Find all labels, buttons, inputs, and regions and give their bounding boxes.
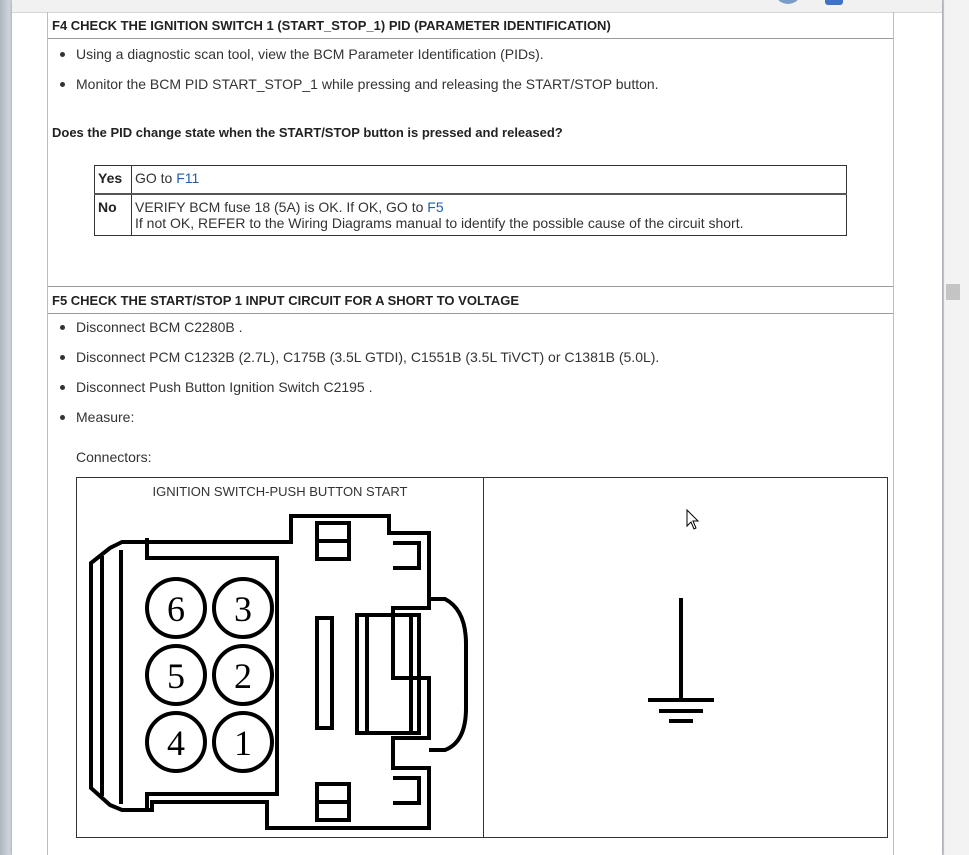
- list-item: [76, 45, 544, 63]
- scrollbar-track[interactable]: [944, 0, 969, 855]
- no-key: No: [95, 194, 132, 236]
- table-row-no: [95, 194, 847, 236]
- ground-symbol-icon: [483, 478, 889, 837]
- yes-result: [132, 166, 847, 195]
- connector-cell: [77, 478, 484, 837]
- step-f4-question: Does the PID change state when the START/STOP button is pressed and released?: [52, 125, 563, 140]
- pin-6-label: 6: [167, 589, 185, 629]
- no-result: [132, 194, 847, 236]
- link-f5[interactable]: F5: [427, 199, 444, 215]
- user-avatar[interactable]: [774, 0, 802, 4]
- procedure-content: [47, 12, 894, 855]
- pin-4-label: 4: [167, 723, 185, 763]
- step-f4-header: F4 CHECK THE IGNITION SWITCH 1 (START_STOP_1) PID (PARAMETER IDENTIFICATION): [48, 12, 893, 39]
- list-item: [76, 75, 659, 93]
- no-text-1: VERIFY BCM fuse 18 (5A) is OK. If OK, GO to: [135, 199, 428, 215]
- connector-diagram: [76, 477, 888, 838]
- mouse-cursor-icon: [686, 509, 700, 531]
- yes-text: GO to: [135, 170, 177, 186]
- bullet-dot: [60, 82, 65, 87]
- yes-no-table: [94, 165, 847, 236]
- link-f11[interactable]: F11: [176, 170, 200, 186]
- no-text-2: If not OK, REFER to the Wiring Diagrams manual to identify the possible cause of the circuit short.: [135, 215, 744, 231]
- scrollbar-thumb[interactable]: [946, 284, 960, 300]
- pin-array: [77, 478, 483, 837]
- list-item: [76, 318, 243, 336]
- list-item-text: Measure:: [76, 409, 135, 425]
- connector-title: IGNITION SWITCH-PUSH BUTTON START: [152, 484, 408, 499]
- list-item-text: Monitor the BCM PID START_STOP_1 while pressing and releasing the START/STOP button.: [76, 76, 659, 92]
- bullet-dot: [60, 415, 65, 420]
- list-item-text: Using a diagnostic scan tool, view the BCM Parameter Identification (PIDs).: [76, 46, 544, 62]
- yes-key: Yes: [95, 166, 132, 195]
- pin-1-label: 1: [234, 723, 252, 763]
- bullet-dot: [60, 385, 65, 390]
- list-item: [76, 348, 659, 366]
- pin-3-label: 3: [234, 589, 252, 629]
- bullet-dot: [60, 355, 65, 360]
- list-item: [76, 378, 373, 396]
- bullet-dot: [60, 325, 65, 330]
- list-item-text: Disconnect Push Button Ignition Switch C2195 .: [76, 379, 373, 395]
- notification-icon[interactable]: [825, 0, 843, 5]
- table-row-yes: [95, 166, 847, 195]
- list-item-text: Disconnect BCM C2280B .: [76, 319, 243, 335]
- list-item-text: Disconnect PCM C1232B (2.7L), C175B (3.5L GTDI), C1551B (3.5L TiVCT) or C1381B (5.0L).: [76, 349, 660, 365]
- pin-2-label: 2: [234, 656, 252, 696]
- connectors-label: Connectors:: [76, 449, 152, 465]
- bullet-dot: [60, 52, 65, 57]
- step-f5-header: F5 CHECK THE START/STOP 1 INPUT CIRCUIT FOR A SHORT TO VOLTAGE: [48, 286, 893, 314]
- list-item: [76, 408, 134, 426]
- pin-5-label: 5: [167, 656, 185, 696]
